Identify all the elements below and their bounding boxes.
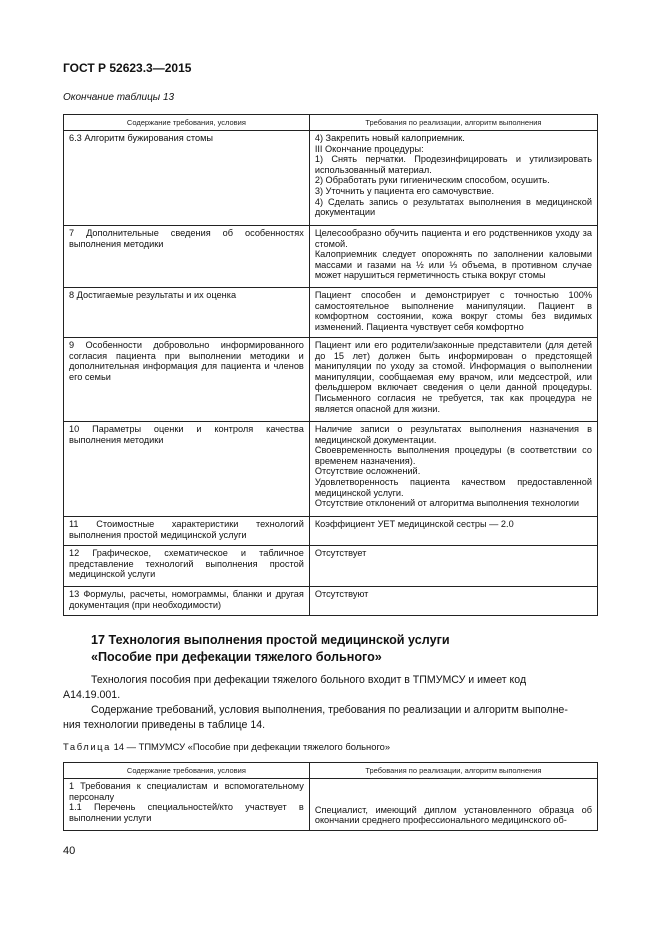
cell-text: Наличие записи о результатах выполнения назначения в медицинской документации. [314,424,592,445]
column-header-conditions: Содержание требования, условия [64,763,310,779]
cell-text: III Окончание процедуры: [314,143,424,154]
cell-text: Калоприемник следует опорожнять по заполнении каловыми массами и газами на ½ или ⅓ объема, в противном случае может нарушиться герметичность стыка вокруг стомы [314,249,592,281]
cell-text: 4) Закрепить новый калоприемник. [314,133,465,143]
table-header-row [64,763,598,779]
table-row [64,338,598,422]
row-algorithm-cell [309,587,597,616]
row-algorithm-cell [309,288,597,338]
cell-text: 3) Уточнить у пациента его самочувствие. [314,185,494,196]
document-id: ГОСТ Р 52623.3—2015 [63,61,192,75]
row-condition-cell [64,546,310,587]
table-13 [63,114,598,616]
row-condition-cell [64,226,310,288]
cell-text: 12 Графическое, схематическое и табличное представление технологий выполнения простой медицинской услуги [69,548,304,580]
cell-text: 4) Сделать запись о результатах выполнения в медицинской документации [314,196,592,218]
table-row [64,779,598,831]
cell-text: Отсутствие осложнений. [314,466,421,477]
cell-text: 10 Параметры оценки и контроля качества выполнения методики [69,424,304,445]
section-title [91,632,450,666]
row-condition-cell [64,131,310,226]
cell-text: 9 Особенности добровольно информированного согласия пациента при выполнении методики и дополнительная информация для пациента и членов его семьи [69,340,304,382]
cell-text: 1.1 Перечень специальностей/кто участвует в выполнении услуги [69,802,304,823]
cell-text: Коэффициент УЕТ медицинской сестры — 2.0 [314,519,514,529]
column-header-algorithm: Требования по реализации, алгоритм выполнения [309,763,597,779]
paragraph-line: Технология пособия при дефекации тяжелого больного входит в ТПМУМСУ и имеет код [91,674,527,686]
cell-text: 7 Дополнительные сведения об особенностях выполнения методики [69,228,304,249]
cell-text: Пациент или его родители/законные представители (для детей до 15 лет) должен быть информирован о предстоящей манипуляции по уходу за стомой. Информация о выполнении манипуляции, сообщаемая ему врачом, или медсестрой, или фельдшером включает сведения о цели данной процедуры. Письменного согласия не требуется, так как процедура не является опасной для жизни. [314,340,592,414]
paragraph-line: А14.19.001. [63,689,121,701]
row-algorithm-cell [309,779,597,831]
row-algorithm-cell [309,226,597,288]
table-continuation-caption: Окончание таблицы 13 [63,92,175,103]
cell-text: Специалист, имеющий диплом установленного образца об окончании среднего профессионального медицинского об- [314,804,592,826]
table-14-caption [63,741,390,752]
row-algorithm-cell [309,517,597,546]
row-condition-cell [64,422,310,517]
row-condition-cell [64,288,310,338]
paragraph-line: ния технологии приведены в таблице 14. [63,719,266,731]
table-row [64,422,598,517]
cell-text: Отсутствует [314,548,367,558]
row-algorithm-cell [309,422,597,517]
cell-text: Удовлетворенность пациента качеством предоставленной медицинской услуги. [314,476,592,498]
section-title-line: 17 Технология выполнения простой медицинской услуги [91,633,450,647]
caption-text: 14 — ТПМУМСУ «Пособие при дефекации тяжелого больного» [113,741,391,752]
table-row [64,288,598,338]
table-header-row [64,115,598,131]
table-row [64,131,598,226]
row-algorithm-cell [309,546,597,587]
cell-text: 11 Стоимостные характеристики технологий выполнения простой медицинской услуги [69,519,304,540]
cell-text: 13 Формулы, расчеты, номограммы, бланки и другая документация (при необходимости) [69,589,304,610]
row-algorithm-cell [309,131,597,226]
cell-text: Отсутствуют [314,589,369,599]
table-row [64,587,598,616]
cell-text: 2) Обработать руки гигиеническим способом, осушить. [314,175,550,186]
column-header-algorithm: Требования по реализации, алгоритм выполнения [309,115,597,131]
column-header-conditions: Содержание требования, условия [64,115,310,131]
cell-text: Целесообразно обучить пациента и его родственников уходу за стомой. [314,228,592,249]
row-condition-cell [64,517,310,546]
cell-text: 8 Достигаемые результаты и их оценка [69,290,237,300]
table-row [64,517,598,546]
row-condition-cell [64,587,310,616]
section-title-line: «Пособие при дефекации тяжелого больного» [91,650,382,664]
cell-text: Своевременность выполнения процедуры (в соответствии со временем назначения). [314,445,592,466]
cell-text: Отсутствие отклонений от алгоритма выполнения технологии [314,498,579,509]
page-number: 40 [63,845,76,857]
caption-label: Таблица [63,741,111,752]
cell-text: 1 Требования к специалистам и вспомогательному персоналу [69,781,304,802]
row-algorithm-cell [309,338,597,422]
row-condition-cell [64,779,310,831]
table-row [64,546,598,587]
cell-text: 1) Снять перчатки. Продезинфицировать и утилизировать использованный материал. [314,154,592,175]
cell-text: Пациент способен и демонстрирует с точностью 100% самостоятельное выполнение манипуляции. Пациент в комфортном состоянии, кожа вокруг стомы без видимых изменений. Пациента чувствует себя комфортно [314,290,592,332]
paragraph-line: Содержание требований, условия выполнения, требования по реализации и алгоритм выполне- [91,704,568,716]
cell-text: 6.3 Алгоритм бужирования стомы [69,133,213,143]
table-14 [63,762,598,831]
table-row [64,226,598,288]
row-condition-cell [64,338,310,422]
